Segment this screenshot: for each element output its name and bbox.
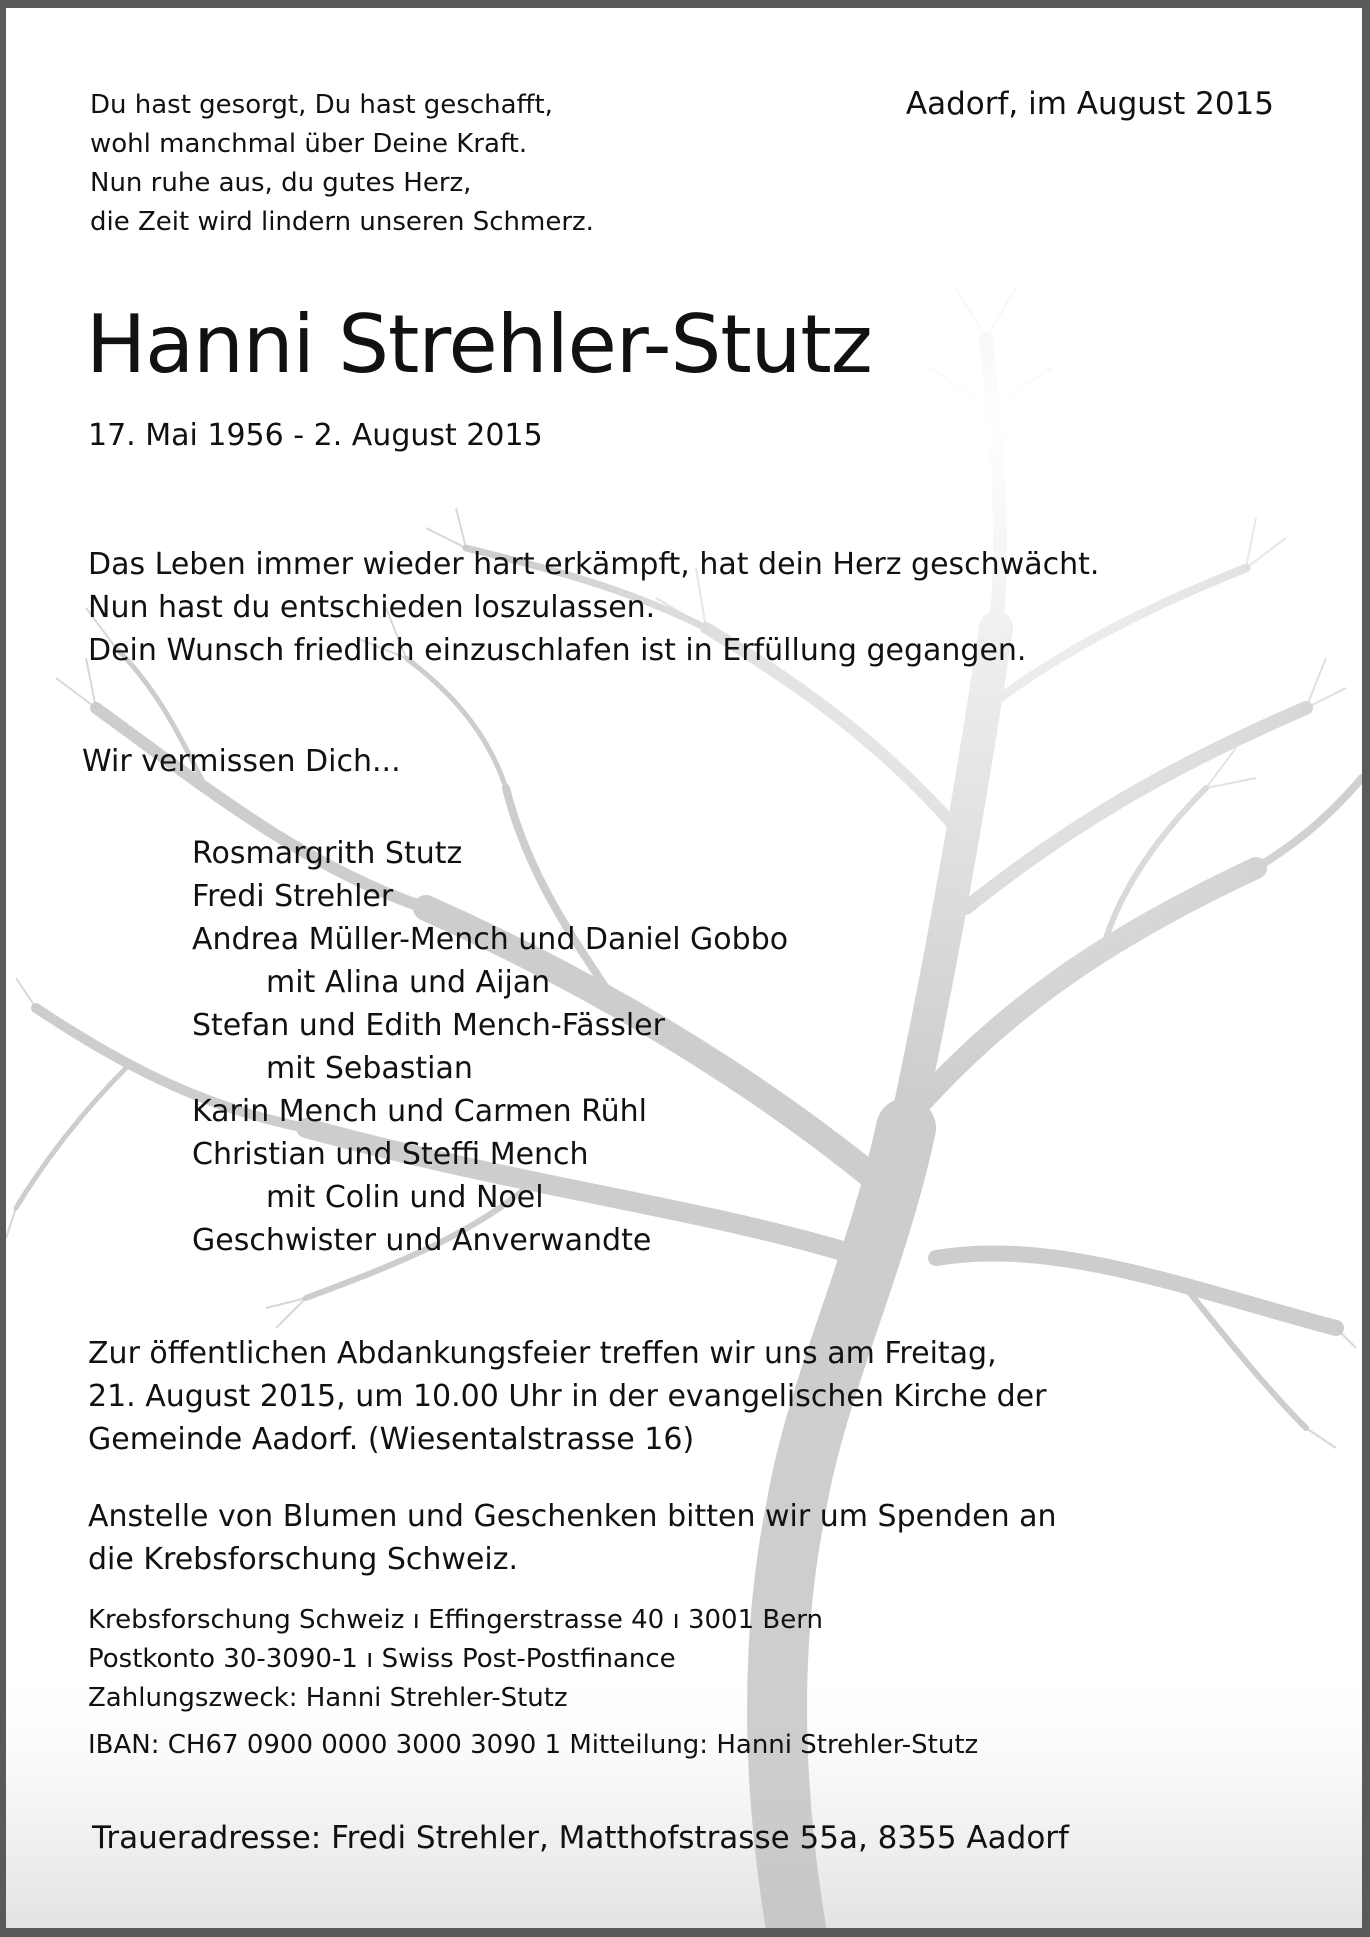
- mourner-line: Andrea Müller-Mench und Daniel Gobbo: [192, 922, 789, 957]
- ceremony-line: Gemeinde Aadorf. (Wiesentalstrasse 16): [88, 1422, 695, 1457]
- ceremony-info: [88, 1332, 1046, 1461]
- place-date: Aadorf, im August 2015: [905, 86, 1274, 122]
- verse-line: Dein Wunsch friedlich einzuschlafen ist in Erfüllung gegangen.: [88, 633, 1027, 668]
- mourners-list: [192, 832, 788, 1262]
- mourner-line: Karin Mench und Carmen Rühl: [192, 1094, 647, 1129]
- bank-line: Zahlungszweck: Hanni Strehler-Stutz: [88, 1683, 568, 1713]
- mourner-line: Christian und Steffi Mench: [192, 1137, 589, 1172]
- verse-line: Das Leben immer wieder hart erkämpft, hat dein Herz geschwächt.: [88, 547, 1100, 582]
- donation-line: die Krebsforschung Schweiz.: [88, 1542, 519, 1577]
- donation-line: Anstelle von Blumen und Geschenken bitten wir um Spenden an: [88, 1499, 1057, 1534]
- miss-you-line: Wir vermissen Dich...: [82, 744, 401, 779]
- donation-request: [88, 1495, 1057, 1581]
- bank-line: Postkonto 30-3090-1 ı Swiss Post-Postfinance: [88, 1644, 676, 1674]
- opening-poem: [90, 86, 594, 242]
- memorial-verse: [88, 543, 1099, 672]
- iban-line: IBAN: CH67 0900 0000 3000 3090 1 Mitteilung: Hanni Strehler-Stutz: [88, 1730, 979, 1760]
- mourner-line: Geschwister und Anverwandte: [192, 1223, 652, 1258]
- deceased-name: Hanni Strehler-Stutz: [86, 298, 872, 391]
- poem-line: Du hast gesorgt, Du hast geschafft,: [90, 90, 553, 120]
- life-dates: 17. Mai 1956 - 2. August 2015: [88, 418, 543, 453]
- bank-details: [88, 1601, 823, 1718]
- bank-line: Krebsforschung Schweiz ı Effingerstrasse 40 ı 3001 Bern: [88, 1605, 823, 1635]
- verse-line: Nun hast du entschieden loszulassen.: [88, 590, 656, 625]
- poem-line: wohl manchmal über Deine Kraft.: [90, 129, 528, 159]
- mourning-address: Traueradresse: Fredi Strehler, Matthofstrasse 55a, 8355 Aadorf: [92, 1820, 1069, 1856]
- mourner-line: Fredi Strehler: [192, 879, 394, 914]
- poem-line: Nun ruhe aus, du gutes Herz,: [90, 168, 472, 198]
- poem-line: die Zeit wird lindern unseren Schmerz.: [90, 207, 594, 237]
- obituary-page: [6, 8, 1362, 1928]
- mourner-line-children: mit Colin und Noel: [266, 1180, 544, 1215]
- mourner-line: Rosmargrith Stutz: [192, 836, 463, 871]
- ceremony-line: 21. August 2015, um 10.00 Uhr in der evangelischen Kirche der: [88, 1379, 1047, 1414]
- mourner-line-children: mit Alina und Aijan: [266, 965, 551, 1000]
- mourner-line-children: mit Sebastian: [266, 1051, 473, 1086]
- mourner-line: Stefan und Edith Mench-Fässler: [192, 1008, 665, 1043]
- ceremony-line: Zur öffentlichen Abdankungsfeier treffen wir uns am Freitag,: [88, 1336, 997, 1371]
